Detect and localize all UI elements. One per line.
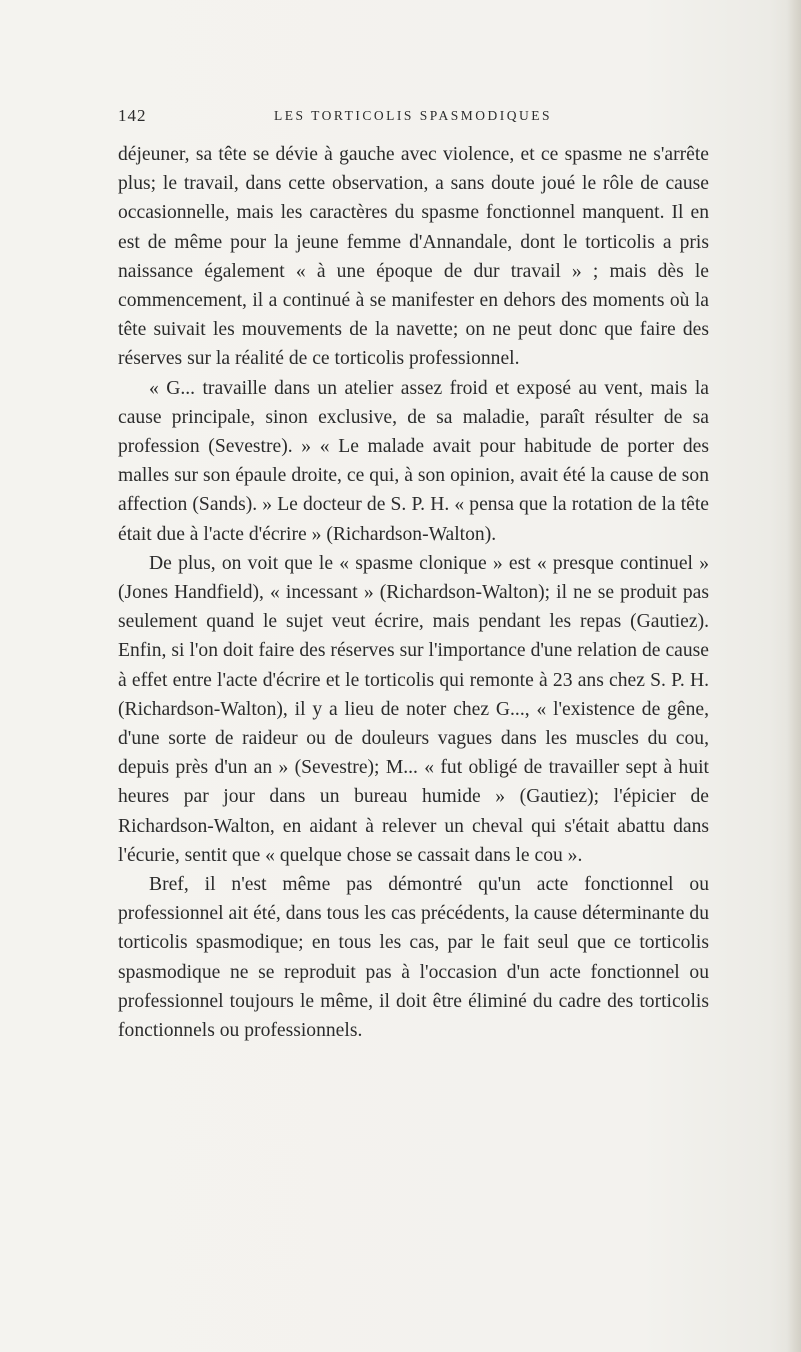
paragraph-1: déjeuner, sa tête se dévie à gauche avec violence, et ce spasme ne s'arrête plus; le travail, dans cette observation, a sans doute joué le rôle de cause occasionnelle, mais les caractères du spasme fonctionnel manquent. Il en est de même pour la jeune femme d'Annandale, dont le torticolis a pris naissance également « à une époque de dur travail » ; mais dès le commencement, il a continué à se manifester en dehors des moments où la tête suivait les mouvements de la navette; on ne peut donc que faire des réserves sur la réalité de ce torticolis professionnel.: [118, 144, 709, 370]
paragraph-4: Bref, il n'est même pas démontré qu'un acte fonctionnel ou professionnel ait été, dans tous les cas précédents, la cause déterminante du torticolis spasmodique; en tous les cas, par le fait seul que ce torticolis spasmodique ne se reproduit pas à l'occasion d'un acte fonctionnel ou professionnel toujours le même, il doit être éliminé du cadre des torticolis fonctionnels ou professionnels.: [118, 874, 709, 1042]
paragraph-3: De plus, on voit que le « spasme clonique » est « presque continuel » (Jones Handfield), « incessant » (Richardson-Walton); il ne se produit pas seulement quand le sujet veut écrire, mais pendant les repas (Gautiez). Enfin, si l'on doit faire des réserves sur l'importance d'une relation de cause à effet entre l'acte d'écrire et le torticolis qui remonte à 23 ans chez S. P. H. (Richardson-Walton), il y a lieu de noter chez G..., « l'existence de gêne, d'une sorte de raideur ou de douleurs vagues dans les muscles du cou, depuis près d'un an » (Sevestre); M... « fut obligé de travailler sept à huit heures par jour dans un bureau humide » (Gautiez); l'épicier de Richardson-Walton, en aidant à relever un cheval qui s'était abattu dans l'écurie, sentit que « quelque chose se cassait dans le cou ».: [118, 552, 709, 866]
page-edge-shadow: [787, 0, 801, 1352]
body-text: [118, 140, 709, 1045]
paragraph-2: « G... travaille dans un atelier assez froid et exposé au vent, mais la cause principale, sinon exclusive, de sa maladie, paraît résulter de sa profession (Sevestre). » « Le malade avait pour habitude de porter des malles sur son épaule droite, ce qui, à son opinion, avait été la cause de son affection (Sands). » Le docteur de S. P. H. « pensa que la rotation de la tête était due à l'acte d'écrire » (Richardson-Walton).: [118, 377, 709, 545]
page-number: 142: [118, 106, 147, 125]
running-head: LES TORTICOLIS SPASMODIQUES: [274, 108, 552, 123]
page-header: [118, 106, 708, 128]
